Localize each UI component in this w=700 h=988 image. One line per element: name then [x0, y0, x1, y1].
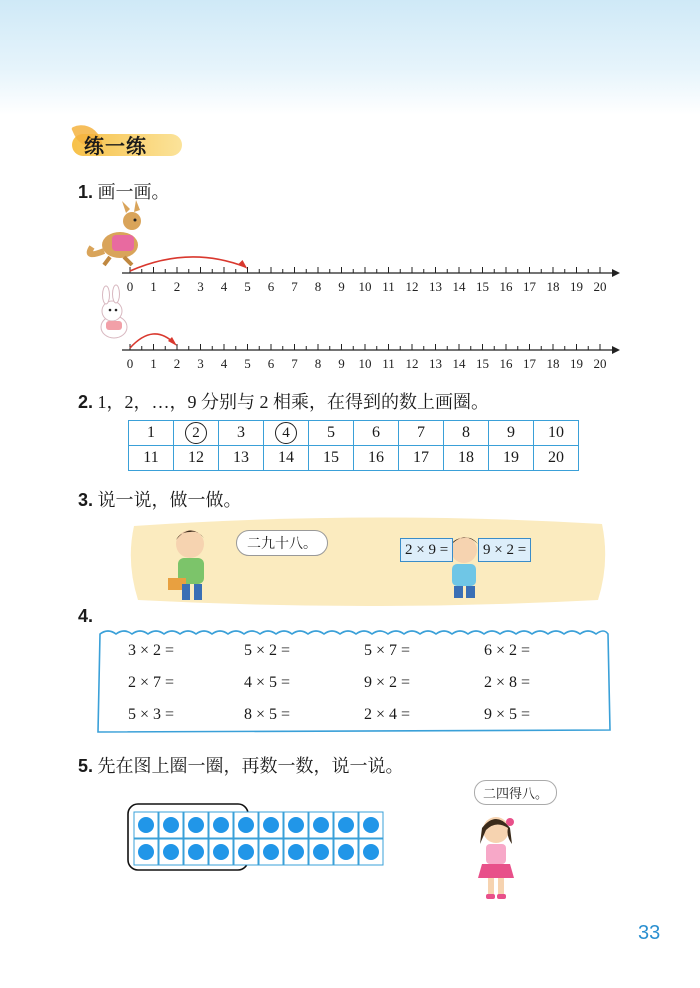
q3-text: 说一说，做一做。: [97, 490, 242, 510]
tick-label: 15: [476, 356, 489, 371]
number-lines: [0, 195, 700, 375]
tick-label: 13: [429, 279, 442, 294]
tick-label: 14: [452, 279, 466, 294]
dot: [163, 844, 179, 860]
sign-left: 2 × 9 =: [400, 538, 453, 562]
number-grid: [128, 420, 579, 471]
grid-cell[interactable]: [399, 446, 444, 471]
grid-number: 16: [368, 449, 384, 466]
grid-number: 18: [458, 449, 474, 466]
tick-label: 5: [244, 279, 251, 294]
section-badge: [72, 128, 184, 158]
grid-number: 19: [503, 449, 519, 466]
dot-array: [124, 800, 394, 880]
dot: [263, 817, 279, 833]
grid-cell[interactable]: [309, 421, 354, 446]
q4-label: [78, 606, 93, 627]
tick-label: 7: [291, 279, 298, 294]
tick-label: 11: [382, 279, 395, 294]
grid-number: 20: [548, 449, 564, 466]
grid-cell[interactable]: [489, 446, 534, 471]
jump-arrowhead-icon: [239, 260, 248, 269]
tick-label: 17: [523, 356, 536, 371]
tick-label: 1: [150, 356, 157, 371]
section-title: 练一练: [84, 134, 147, 158]
equation: 9 × 5 =: [484, 706, 531, 723]
tick-label: 12: [405, 356, 419, 371]
tick-label: 2: [173, 356, 181, 371]
number-line-rabbit: [122, 334, 620, 371]
grid-cell[interactable]: [174, 446, 219, 471]
axis-arrow-icon: [612, 346, 620, 354]
tick-label: 5: [244, 356, 251, 371]
equation: 2 × 8 =: [484, 674, 531, 691]
grid-number: 7: [417, 424, 425, 441]
q5-text: 先在图上圈一圈，再数一数，说一说。: [97, 756, 404, 776]
grid-cell[interactable]: [129, 446, 174, 471]
tick-label: 7: [291, 356, 298, 371]
q2-text: 1，2，…，9 分别与 2 相乘，在得到的数上画圈。: [97, 392, 490, 412]
dot: [288, 817, 304, 833]
grid-number: 1: [147, 424, 155, 441]
q3-label: [78, 486, 242, 512]
grid-number: 11: [143, 449, 159, 466]
tick-label: 0: [126, 279, 134, 294]
grid-cell[interactable]: [264, 446, 309, 471]
dot: [313, 844, 329, 860]
dot: [263, 844, 279, 860]
tick-label: 13: [429, 356, 442, 371]
equation: 2 × 7 =: [128, 674, 175, 691]
grid-cell[interactable]: [399, 421, 444, 446]
equation: 3 × 2 =: [128, 642, 175, 659]
speech-bubble-q5: 二四得八。: [474, 780, 557, 805]
q5-number: 5.: [78, 756, 94, 776]
tick-label: 18: [546, 279, 560, 294]
grid-cell[interactable]: [444, 446, 489, 471]
grid-number: 10: [548, 424, 564, 441]
number-line-kangaroo: [122, 257, 620, 294]
dot: [188, 817, 204, 833]
dot-grid: [134, 812, 383, 865]
tick-label: 16: [499, 279, 513, 294]
header-band: [0, 0, 700, 115]
grid-cell[interactable]: [354, 421, 399, 446]
axis-arrow-icon: [612, 269, 620, 277]
dot: [138, 844, 154, 860]
speech-bubble-q3: 二九十八。: [236, 530, 328, 556]
tick-label: 6: [267, 279, 275, 294]
grid-cell[interactable]: [219, 421, 264, 446]
grid-row: [129, 446, 579, 471]
tick-label: 20: [593, 356, 607, 371]
tick-label: 15: [476, 279, 489, 294]
tick-label: 3: [197, 279, 204, 294]
q3-number: 3.: [78, 490, 94, 510]
equation: 9 × 2 =: [364, 674, 411, 691]
tick-label: 17: [523, 279, 536, 294]
tick-label: 11: [382, 356, 395, 371]
equation: 5 × 2 =: [244, 642, 291, 659]
tick-label: 14: [452, 356, 466, 371]
equation: 4 × 5 =: [244, 674, 291, 691]
grid-number: 5: [327, 424, 335, 441]
dot: [238, 844, 254, 860]
equation: 6 × 2 =: [484, 642, 531, 659]
q5-label: [78, 752, 404, 778]
grid-cell[interactable]: [219, 446, 264, 471]
grid-cell[interactable]: [534, 421, 579, 446]
sign-right: 9 × 2 =: [478, 538, 531, 562]
tick-label: 10: [358, 279, 372, 294]
tick-label: 19: [570, 356, 583, 371]
kangaroo-icon: [90, 200, 141, 265]
grid-cell[interactable]: [489, 421, 534, 446]
grid-number: 9: [507, 424, 515, 441]
tick-label: 4: [220, 356, 228, 371]
tick-label: 0: [126, 356, 134, 371]
tick-label: 19: [570, 279, 583, 294]
dot: [188, 844, 204, 860]
dot: [313, 817, 329, 833]
grid-number: 15: [323, 449, 339, 466]
dot: [163, 817, 179, 833]
grid-cell[interactable]: [354, 446, 399, 471]
equation: 8 × 5 =: [244, 706, 291, 723]
page-number: 33: [638, 922, 661, 944]
tick-label: 2: [173, 279, 181, 294]
grid-row: [129, 421, 579, 446]
circled-number: 2: [185, 422, 207, 444]
grid-cell[interactable]: [444, 421, 489, 446]
grid-number: 17: [413, 449, 429, 466]
q2-label: [78, 388, 489, 414]
tick-label: 6: [267, 356, 275, 371]
tick-label: 9: [338, 356, 345, 371]
tick-label: 10: [358, 356, 372, 371]
grid-number: 12: [188, 449, 204, 466]
grid-number: 8: [462, 424, 470, 441]
grid-number: 6: [372, 424, 380, 441]
q2-number: 2.: [78, 392, 94, 412]
tick-label: 20: [593, 279, 607, 294]
tick-label: 4: [220, 279, 228, 294]
equation: 5 × 3 =: [128, 706, 175, 723]
tick-label: 18: [546, 356, 560, 371]
tick-label: 16: [499, 356, 513, 371]
dot: [213, 817, 229, 833]
dot: [338, 817, 354, 833]
tick-label: 12: [405, 279, 419, 294]
tick-label: 8: [314, 356, 322, 371]
equation: 5 × 7 =: [364, 642, 411, 659]
grid-cell[interactable]: [129, 421, 174, 446]
q4-number: 4.: [78, 606, 94, 626]
q3-banner: [128, 516, 608, 608]
circled-number: 4: [275, 422, 297, 444]
rabbit-icon: [101, 285, 127, 338]
q1-text: 画一画。: [97, 182, 170, 202]
q1-number: 1.: [78, 182, 94, 202]
equation: 2 × 4 =: [364, 706, 411, 723]
tick-label: 8: [314, 279, 322, 294]
grid-cell[interactable]: [174, 421, 219, 446]
tick-label: 1: [150, 279, 157, 294]
dot: [138, 817, 154, 833]
tick-label: 9: [338, 279, 345, 294]
dot: [363, 844, 379, 860]
grid-cell[interactable]: [309, 446, 354, 471]
dot: [213, 844, 229, 860]
dot: [288, 844, 304, 860]
grid-number: 13: [233, 449, 249, 466]
jump-arc: [130, 257, 246, 271]
girl-illustration: [462, 808, 532, 908]
dot: [238, 817, 254, 833]
tick-label: 3: [197, 356, 204, 371]
grid-number: 3: [237, 424, 245, 441]
dot: [363, 817, 379, 833]
grid-cell[interactable]: [534, 446, 579, 471]
grid-number: 14: [278, 449, 294, 466]
grid-cell[interactable]: [264, 421, 309, 446]
dot: [338, 844, 354, 860]
